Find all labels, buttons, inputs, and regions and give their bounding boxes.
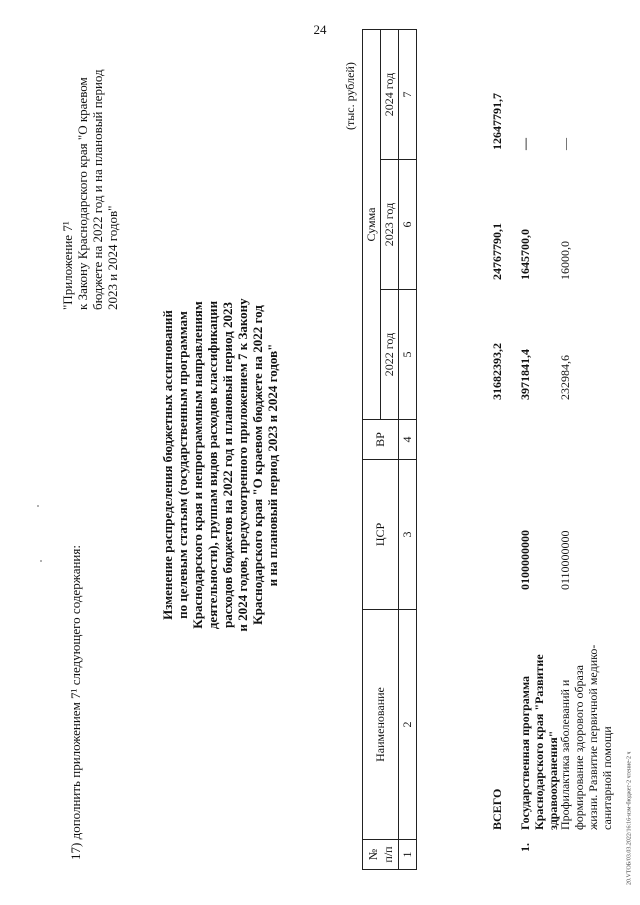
heading-line: Краснодарского края и непрограммным направлениям xyxy=(190,301,205,629)
row-number: 1. xyxy=(518,843,532,852)
row-2024: 12647791,7 xyxy=(490,93,504,150)
header-csr: ЦСР xyxy=(363,460,399,610)
heading-line: деятельности), группам видов расходов классификации xyxy=(205,300,220,630)
appendix-line: 2023 и 2024 годов" xyxy=(105,205,120,310)
row-2023: 16000,0 xyxy=(558,241,572,280)
page-number: 24 xyxy=(313,22,327,37)
heading-line: и на плановый период 2023 и 2024 годов" xyxy=(265,343,280,587)
heading-line: Изменение распределения бюджетных ассигнований xyxy=(160,310,175,620)
index-cell: 2 xyxy=(399,610,417,840)
heading-line: по целевым статьям (государственным программам xyxy=(175,311,190,619)
scan-speck xyxy=(37,505,39,507)
rotated-content xyxy=(60,10,614,870)
index-cell: 7 xyxy=(399,30,417,160)
header-2024: 2024 год xyxy=(381,30,399,160)
header-name: Наименование xyxy=(363,610,399,840)
row-2022: 232984,6 xyxy=(558,355,572,400)
row-2024: — xyxy=(518,138,532,150)
row-name: Государственная программа Краснодарского края "Развитие здравоохранения" xyxy=(518,654,560,830)
intro-text: 17) дополнить приложением 7¹ следующего содержания: xyxy=(68,545,83,860)
appendix-line: к Закону Краснодарского края "О краевом xyxy=(75,77,90,310)
row-name: ВСЕГО xyxy=(490,788,504,830)
row-2023: 24767790,1 xyxy=(490,223,504,280)
header-vr: ВР xyxy=(363,420,399,460)
row-2022: 3971841,4 xyxy=(518,349,532,400)
header-no: № п/п xyxy=(363,840,399,870)
budget-table-header xyxy=(362,29,417,870)
row-name: Профилактика заболеваний и формирование здорового образа жизни. Развитие первичной медико-санитарной помощи xyxy=(558,644,614,830)
header-sum: Сумма xyxy=(363,30,381,420)
row-2024: — xyxy=(558,138,572,150)
row-csr: 0110000000 xyxy=(558,530,572,590)
heading-line: расходов бюджетов на 2022 год и плановый период 2023 xyxy=(220,302,235,628)
document-heading xyxy=(160,270,280,660)
footer-note: 20.VTOБ/03.03.2022/16:16-изм-бюджет-2 чтение-2 ч xyxy=(626,751,632,885)
row-2022: 31682393,2 xyxy=(490,343,504,400)
index-cell: 3 xyxy=(399,460,417,610)
appendix-line: бюджете на 2022 год и на плановый период xyxy=(90,69,105,310)
row-csr: 0100000000 xyxy=(518,530,532,590)
index-cell: 6 xyxy=(399,160,417,290)
heading-line: Краснодарского края "О краевом бюджете на 2022 год xyxy=(250,305,265,625)
appendix-header xyxy=(60,60,120,310)
index-cell: 5 xyxy=(399,290,417,420)
scan-speck xyxy=(40,560,42,562)
header-2023: 2023 год xyxy=(381,160,399,290)
row-2023: 1645700,0 xyxy=(518,229,532,280)
header-2022: 2022 год xyxy=(381,290,399,420)
index-cell: 4 xyxy=(399,420,417,460)
appendix-line: "Приложение 7¹ xyxy=(60,221,75,310)
units-label: (тыс. рублей) xyxy=(343,62,357,130)
index-cell: 1 xyxy=(399,840,417,870)
heading-line: и 2024 годов, предусмотренного приложением 7 к Закону xyxy=(235,298,250,632)
